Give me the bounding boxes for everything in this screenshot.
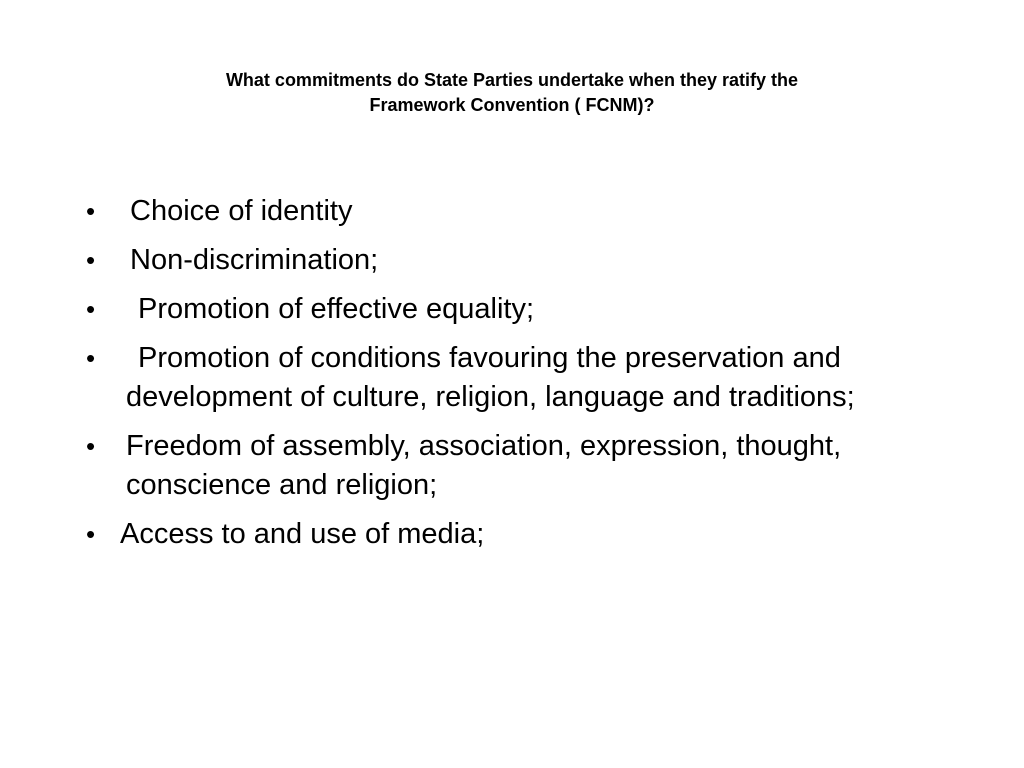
bullet-text: Freedom of assembly, association, expression, thought, conscience and religion; bbox=[126, 430, 842, 501]
bullet-icon: • bbox=[86, 294, 96, 324]
bullet-item-conditions-culture bbox=[86, 339, 966, 417]
bullet-item-choice-of-identity bbox=[86, 192, 966, 231]
bullet-text: Promotion of conditions favouring the preservation and development of culture, religion, language and traditions; bbox=[126, 342, 855, 413]
bullet-text: Access to and use of media; bbox=[120, 518, 485, 550]
bullet-item-freedom-of-assembly bbox=[86, 427, 966, 505]
bullet-item-effective-equality bbox=[86, 290, 966, 329]
bullet-icon: • bbox=[86, 343, 96, 373]
bullet-list bbox=[86, 192, 966, 564]
bullet-icon: • bbox=[86, 519, 96, 549]
bullet-text: Choice of identity bbox=[130, 195, 353, 227]
bullet-text: Non-discrimination; bbox=[130, 244, 379, 276]
bullet-icon: • bbox=[86, 245, 96, 275]
slide-title bbox=[100, 68, 924, 118]
bullet-icon: • bbox=[86, 196, 96, 226]
bullet-item-non-discrimination bbox=[86, 241, 966, 280]
slide-title-line-2: Framework Convention ( FCNM)? bbox=[369, 95, 655, 115]
bullet-item-media-access bbox=[86, 515, 966, 554]
slide-title-line-1: What commitments do State Parties undertake when they ratify the bbox=[225, 70, 799, 90]
bullet-text: Promotion of effective equality; bbox=[138, 293, 535, 325]
bullet-icon: • bbox=[86, 431, 96, 461]
